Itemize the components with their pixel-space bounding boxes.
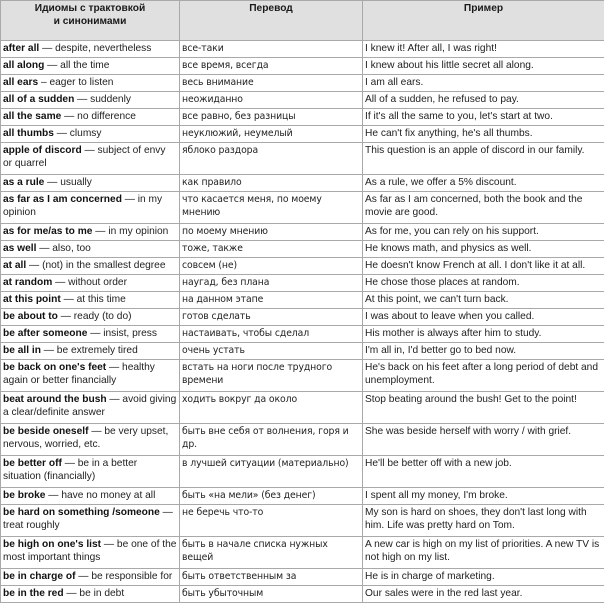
idiom-cell [1,292,180,309]
example-cell: He doesn't know French at all. I don't like it at all. [363,258,604,275]
idiom-definition: — at this time [61,294,126,305]
table-row [1,109,604,126]
translation-cell: неуклюжий, неумелый [180,126,363,143]
idiom-cell [1,569,180,586]
table-row [1,569,604,586]
idiom-definition: — be in a better situation (financially) [3,458,137,482]
example-cell: She was beside herself with worry / with grief. [363,424,604,456]
header-idiom-line2: и синонимами [3,16,177,29]
idiom-definition: — treat roughly [3,507,173,531]
idiom-definition: — ready (to do) [58,311,132,322]
translation-cell: все-таки [180,41,363,58]
idiom-term: be about to [3,311,58,322]
example-cell: I am all ears. [363,75,604,92]
idiom-term: as for me/as to me [3,226,92,237]
table-row [1,241,604,258]
idiom-term: at all [3,260,26,271]
table-row [1,275,604,292]
idiom-definition: — be one of the most important things [3,539,176,563]
translation-cell: не беречь что-то [180,505,363,537]
translation-cell: как правило [180,175,363,192]
idiom-term: as well [3,243,36,254]
idiom-term: all the same [3,111,61,122]
table-header [1,1,604,41]
table-row [1,488,604,505]
example-cell: As for me, you can rely on his support. [363,224,604,241]
table-row [1,58,604,75]
example-cell: If it's all the same to you, let's start at two. [363,109,604,126]
translation-cell: быть ответственным за [180,569,363,586]
table-row [1,309,604,326]
idiom-cell [1,41,180,58]
table-row [1,537,604,569]
idiom-cell [1,343,180,360]
idiom-term: be back on one's feet [3,362,106,373]
idiom-definition: — suddenly [74,94,131,105]
translation-cell: на данном этапе [180,292,363,309]
translation-cell: все время, всегда [180,58,363,75]
idiom-definition: – eager to listen [38,77,113,88]
translation-cell: ходить вокруг да около [180,392,363,424]
translation-cell: яблоко раздора [180,143,363,175]
translation-cell: весь внимание [180,75,363,92]
idiom-cell [1,360,180,392]
example-cell: He's back on his feet after a long period of debt and unemployment. [363,360,604,392]
idiom-definition: — in my opinion [92,226,168,237]
table-row [1,92,604,109]
idiom-cell [1,143,180,175]
idiom-definition: — avoid giving a clear/definite answer [3,394,176,418]
table-row [1,175,604,192]
idiom-term: all along [3,60,44,71]
idiom-term: be in charge of [3,571,75,582]
translation-cell: по моему мнению [180,224,363,241]
table-row [1,360,604,392]
example-cell: At this point, we can't turn back. [363,292,604,309]
table-row [1,224,604,241]
example-cell: My son is hard on shoes, they don't last long with him. Life was pretty hard on Tom. [363,505,604,537]
idiom-cell [1,58,180,75]
idiom-term: be beside oneself [3,426,89,437]
header-example: Пример [363,1,604,41]
idiom-definition: — usually [44,177,92,188]
idiom-cell [1,309,180,326]
example-cell: Our sales were in the red last year. [363,586,604,603]
idiom-term: be all in [3,345,41,356]
idiom-cell [1,456,180,488]
translation-cell: встать на ноги после трудного времени [180,360,363,392]
idiom-definition: — have no money at all [45,490,155,501]
idiom-term: be broke [3,490,45,501]
idiom-definition: — insist, press [87,328,157,339]
example-cell: As a rule, we offer a 5% discount. [363,175,604,192]
idiom-definition: — be very upset, nervous, worried, etc. [3,426,168,450]
idiom-definition: — healthy again or better financially [3,362,155,386]
idiom-cell [1,537,180,569]
table-row [1,258,604,275]
translation-cell: тоже, также [180,241,363,258]
table-row [1,75,604,92]
translation-cell: наугад, без плана [180,275,363,292]
idiom-cell [1,275,180,292]
translation-cell: настаивать, чтобы сделал [180,326,363,343]
example-cell: I spent all my money, I'm broke. [363,488,604,505]
idiom-definition: — subject of envy or quarrel [3,145,166,169]
idiom-term: at random [3,277,52,288]
example-cell: He'll be better off with a new job. [363,456,604,488]
translation-cell: что касается меня, по моему мнению [180,192,363,224]
header-translation: Перевод [180,1,363,41]
idiom-term: be high on one's list [3,539,101,550]
idiom-term: as a rule [3,177,44,188]
idiom-cell [1,126,180,143]
table-row [1,126,604,143]
idiom-cell [1,326,180,343]
table-body [1,41,604,603]
idiom-term: all thumbs [3,128,54,139]
example-cell: His mother is always after him to study. [363,326,604,343]
idiom-term: be after someone [3,328,87,339]
idiom-definition: — (not) in the smallest degree [26,260,165,271]
idiom-definition: — also, too [36,243,90,254]
example-cell: He is in charge of marketing. [363,569,604,586]
header-idiom-line1: Идиомы с трактовкой [3,3,177,16]
idiom-definition: — be extremely tired [41,345,138,356]
idiom-cell [1,392,180,424]
idiom-term: be in the red [3,588,64,599]
idiom-cell [1,109,180,126]
idiom-cell [1,586,180,603]
idiom-definition: — no difference [61,111,136,122]
idiom-term: all ears [3,77,38,88]
header-idiom [1,1,180,41]
idiom-definition: — in my opinion [3,194,162,218]
table-row [1,143,604,175]
idiom-cell [1,175,180,192]
example-cell: I'm all in, I'd better go to bed now. [363,343,604,360]
idiom-term: beat around the bush [3,394,107,405]
idiom-term: as far as I am concerned [3,194,122,205]
idiom-cell [1,192,180,224]
example-cell: He can't fix anything, he's all thumbs. [363,126,604,143]
translation-cell: все равно, без разницы [180,109,363,126]
translation-cell: совсем (не) [180,258,363,275]
idiom-definition: — without order [52,277,127,288]
idiom-term: at this point [3,294,61,305]
translation-cell: быть убыточным [180,586,363,603]
idiom-definition: — be in debt [64,588,125,599]
example-cell: I knew it! After all, I was right! [363,41,604,58]
idiom-term: all of a sudden [3,94,74,105]
table-row [1,292,604,309]
idiom-cell [1,241,180,258]
table-row [1,505,604,537]
example-cell: This question is an apple of discord in our family. [363,143,604,175]
header-row [1,1,604,41]
idiom-definition: — be responsible for [75,571,172,582]
translation-cell: быть в начале списка нужных вещей [180,537,363,569]
table-row [1,586,604,603]
idiom-definition: — despite, nevertheless [39,43,151,54]
idiom-cell [1,92,180,109]
example-cell: A new car is high on my list of priorities. A new TV is not high on my list. [363,537,604,569]
example-cell: All of a sudden, he refused to pay. [363,92,604,109]
idiom-cell [1,424,180,456]
translation-cell: очень устать [180,343,363,360]
idiom-term: be better off [3,458,62,469]
example-cell: Stop beating around the bush! Get to the point! [363,392,604,424]
idiom-definition: — all the time [44,60,109,71]
idiom-cell [1,258,180,275]
translation-cell: готов сделать [180,309,363,326]
idiom-term: be hard on something /someone [3,507,160,518]
table-row [1,326,604,343]
idiom-term: after all [3,43,39,54]
table-row [1,392,604,424]
translation-cell: в лучшей ситуации (материально) [180,456,363,488]
idiom-cell [1,75,180,92]
idiom-definition: — clumsy [54,128,102,139]
table-row [1,192,604,224]
idiom-cell [1,505,180,537]
example-cell: As far as I am concerned, both the book and the movie are good. [363,192,604,224]
table-row [1,424,604,456]
table-row [1,456,604,488]
example-cell: I knew about his little secret all along. [363,58,604,75]
table-row [1,343,604,360]
translation-cell: быть вне себя от волнения, горя и др. [180,424,363,456]
idiom-cell [1,488,180,505]
idiom-term: apple of discord [3,145,82,156]
example-cell: I was about to leave when you called. [363,309,604,326]
idiom-cell [1,224,180,241]
translation-cell: быть «на мели» (без денег) [180,488,363,505]
example-cell: He chose those places at random. [363,275,604,292]
table-row [1,41,604,58]
example-cell: He knows math, and physics as well. [363,241,604,258]
translation-cell: неожиданно [180,92,363,109]
